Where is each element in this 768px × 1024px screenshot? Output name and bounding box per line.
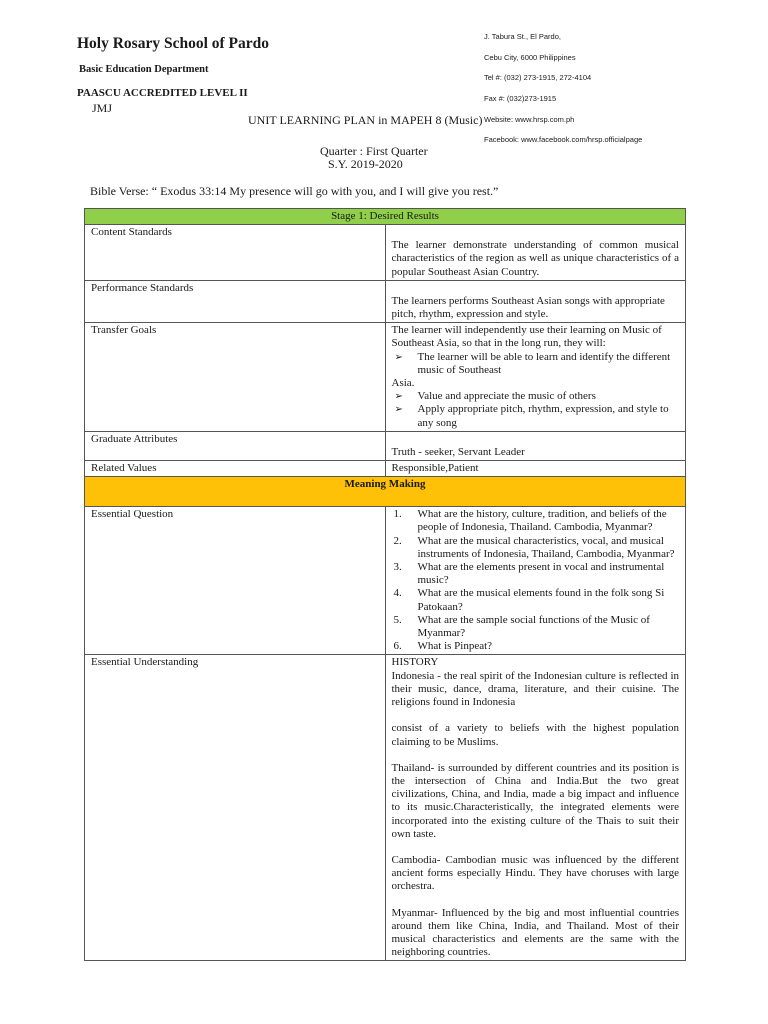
transfer-goal-text: Value and appreciate the music of others	[417, 390, 596, 403]
performance-standards-cell	[385, 280, 686, 322]
graduate-attributes-row	[85, 431, 686, 460]
question-text: What are the sample social functions of the Music of Myanmar?	[417, 613, 650, 640]
accreditation-label: PAASCU ACCREDITED LEVEL II	[77, 87, 248, 99]
fax-line: Fax #: (032)273-1915	[484, 94, 557, 103]
list-item	[392, 390, 680, 403]
related-values-label: Related Values	[85, 461, 386, 477]
myanmar-paragraph: Myanmar- Influenced by the big and most influential countries around them like China, India, and Thailand. Most of their musical characteristics and elements are the same with the neighboring countries.	[391, 906, 679, 959]
transfer-goal-text: The learner will be able to learn and identify the different music of Southeast	[417, 350, 671, 376]
transfer-goal-tail: Asia.	[391, 377, 415, 390]
related-values-text: Responsible,Patient	[385, 461, 686, 477]
graduate-attributes-label: Graduate Attributes	[85, 431, 386, 460]
thailand-paragraph: Thailand- is surrounded by different countries and its position is the intersection of China and India.But the two great civilizations, China, and India, made a big impact and influence to its music.Characteristically, the integrated elements were incorporated into the existing culture of the Thais to suit their own taste.	[391, 761, 679, 840]
bible-verse: Bible Verse: “ Exodus 33:14 My presence will go with you, and I will give you rest.”	[90, 184, 499, 198]
arrow-bullet-icon: ➢	[394, 391, 403, 403]
list-item	[392, 508, 680, 534]
performance-standards-label: Performance Standards	[85, 280, 386, 322]
plan-title: UNIT LEARNING PLAN in MAPEH 8 (Music)	[248, 113, 483, 127]
list-item	[392, 403, 680, 429]
address-line: J. Tabura St., El Pardo,	[484, 32, 561, 41]
item-number: 2.	[393, 534, 402, 547]
list-item	[392, 561, 680, 587]
item-number: 5.	[393, 613, 402, 626]
list-item	[392, 587, 680, 613]
jmj-label: JMJ	[92, 101, 113, 115]
website-line: Website: www.hrsp.com.ph	[484, 115, 575, 124]
phone-line: Tel #: (032) 273-1915, 272-4104	[484, 73, 592, 82]
essential-question-label: Essential Question	[85, 507, 386, 655]
essential-question-list	[392, 508, 680, 653]
department-name: Basic Education Department	[79, 64, 209, 75]
stage1-header-row	[85, 209, 686, 225]
question-text: What are the musical elements found in the folk song Si Patokaan?	[417, 587, 665, 613]
question-text: What are the history, culture, tradition, and beliefs of the people of Indonesia, Thailand. Cambodia, Myanmar?	[417, 508, 667, 534]
school-year-label: S.Y. 2019-2020	[328, 157, 403, 171]
stage1-header: Stage 1: Desired Results	[85, 209, 686, 225]
list-item	[392, 640, 680, 653]
facebook-line: Facebook: www.facebook.com/hrsp.officialpage	[484, 135, 643, 144]
cambodia-paragraph: Cambodia- Cambodian music was influenced by the different ancient forms especially Hindu. They have choruses with large orchestra.	[391, 853, 679, 893]
content-standards-cell	[385, 225, 686, 281]
quarter-label: Quarter : First Quarter	[320, 144, 428, 158]
transfer-goals-list	[392, 351, 680, 377]
transfer-goal-text: Apply appropriate pitch, rhythm, expression, and style to any song	[417, 403, 669, 429]
related-values-row	[85, 461, 686, 477]
essential-question-cell	[385, 507, 686, 655]
list-item	[392, 614, 680, 640]
transfer-goals-label: Transfer Goals	[85, 323, 386, 432]
transfer-goals-cell	[385, 323, 686, 432]
list-item	[392, 535, 680, 561]
graduate-attributes-cell	[385, 431, 686, 460]
history-heading: HISTORY	[391, 656, 439, 669]
indonesia-continued-paragraph: consist of a variety to beliefs with the highest population claiming to be Muslims.	[391, 722, 679, 748]
essential-understanding-cell	[385, 655, 686, 961]
arrow-bullet-icon: ➢	[394, 351, 403, 363]
essential-understanding-row	[85, 655, 686, 961]
transfer-goals-list-2	[392, 390, 680, 430]
school-name: Holy Rosary School of Pardo	[77, 35, 270, 52]
question-text: What are the musical characteristics, vocal, and musical instruments of Indonesia, Thailand, Cambodia, Myanmar?	[417, 534, 675, 560]
item-number: 6.	[393, 640, 402, 653]
meaning-making-header-row	[85, 477, 686, 507]
meaning-making-header: Meaning Making	[85, 477, 686, 507]
transfer-goals-row	[85, 323, 686, 432]
item-number: 3.	[393, 561, 402, 574]
learning-plan-table	[84, 208, 686, 961]
question-text: What is Pinpeat?	[417, 640, 493, 653]
question-text: What are the elements present in vocal and instrumental music?	[417, 561, 665, 587]
indonesia-paragraph: Indonesia - the real spirit of the Indonesian culture is reflected in their music, dance, drama, literature, and their cuisine. The religions found in Indonesia	[391, 669, 679, 709]
content-standards-label: Content Standards	[85, 225, 386, 281]
graduate-attributes-text: Truth - seeker, Servant Leader	[391, 445, 525, 458]
item-number: 4.	[393, 587, 402, 600]
essential-question-row	[85, 507, 686, 655]
arrow-bullet-icon: ➢	[394, 404, 403, 416]
performance-standards-row	[85, 280, 686, 322]
content-standards-text: The learner demonstrate understanding of common musical characteristics of the region as well as unique characteristics of a popular Southeast Asian Country.	[391, 239, 679, 278]
essential-understanding-label: Essential Understanding	[85, 655, 386, 961]
performance-standards-text: The learners performs Southeast Asian songs with appropriate pitch, rhythm, expression and style.	[391, 294, 665, 321]
item-number: 1.	[393, 508, 402, 521]
address-line: Cebu City, 6000 Philippines	[484, 53, 576, 62]
content-standards-row	[85, 225, 686, 281]
transfer-goals-intro: The learner will independently use their learning on Music of Southeast Asia, so that in the long run, they will:	[391, 324, 662, 350]
list-item	[392, 351, 680, 377]
